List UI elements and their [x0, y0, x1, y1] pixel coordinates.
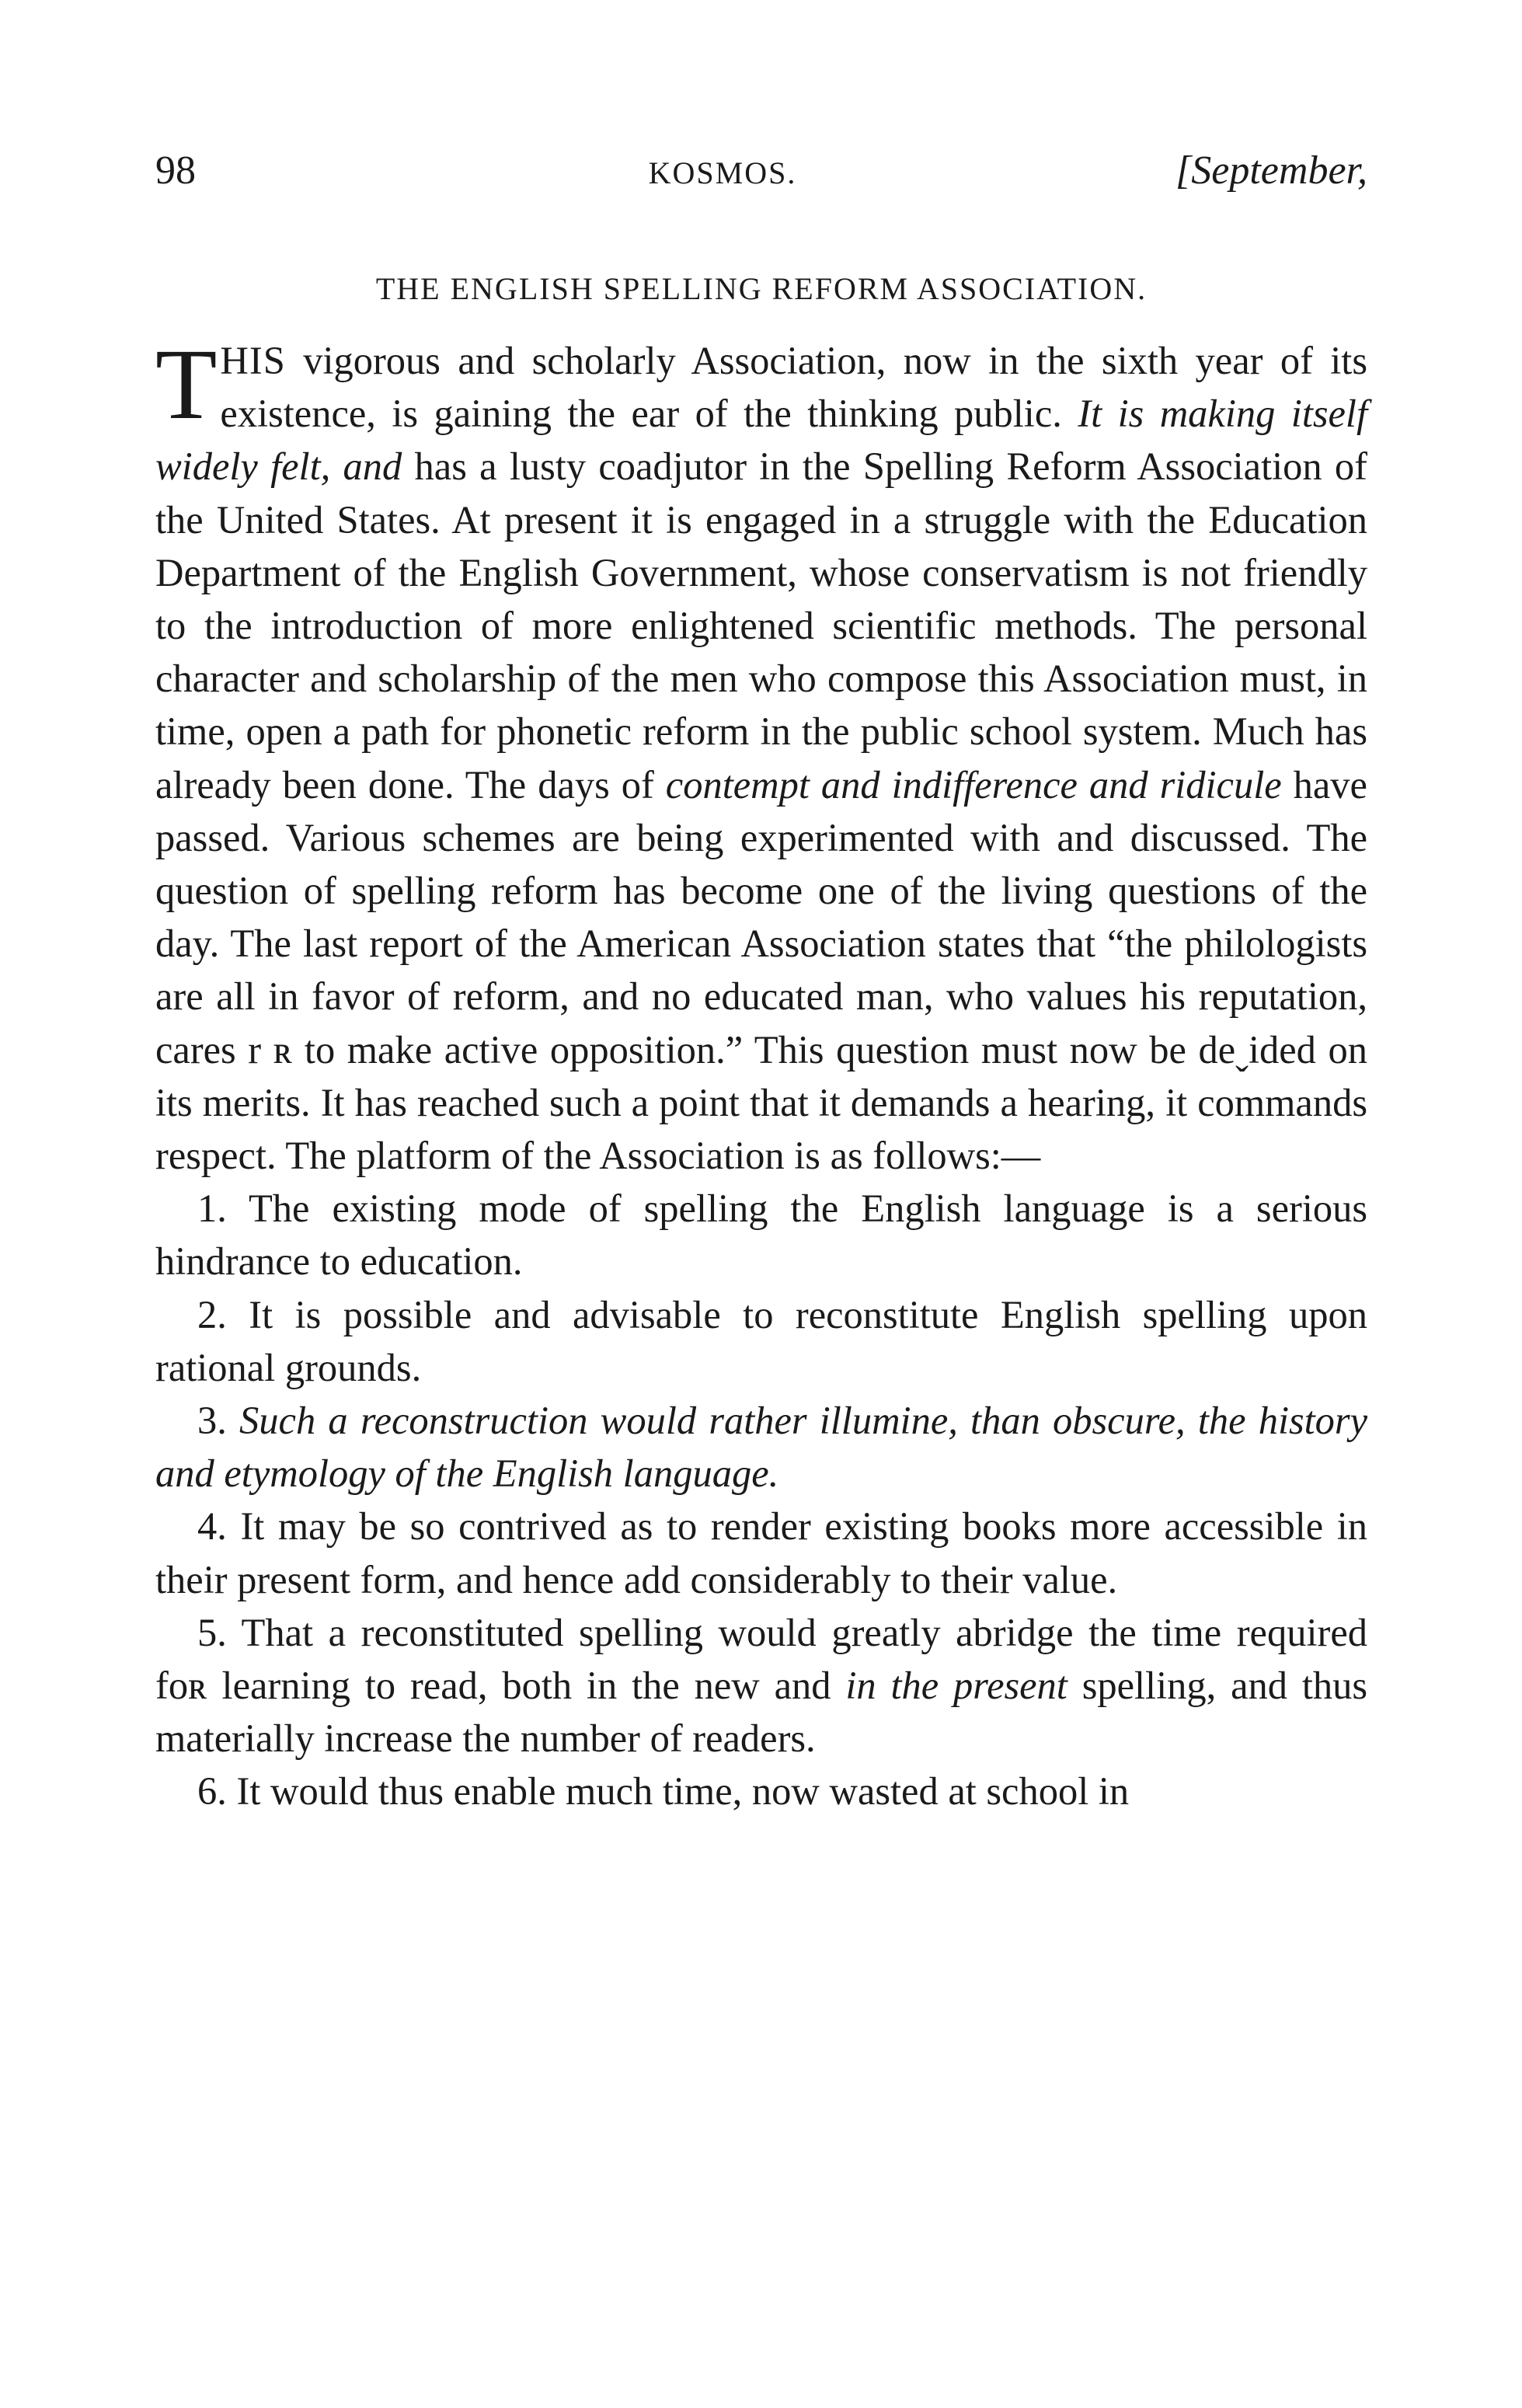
platform-item-3 [155, 1394, 1367, 1500]
item-number: 1. [197, 1187, 227, 1231]
item-number: 6. [197, 1769, 227, 1814]
item-text-b: spelling, and thus materially increase the number of readers. [155, 1664, 1368, 1761]
item-text: It is possible and advisable to reconstitute English spelling upon rational grounds. [155, 1292, 1367, 1389]
page-number: 98 [155, 148, 196, 193]
lead-caps: HIS [220, 339, 286, 382]
article-title: THE ENGLISH SPELLING REFORM ASSOCIATION. [375, 271, 1148, 306]
item-text: It may be so contrived as to render existing books more accessible in their present form, and hence add considerably to their value. [155, 1504, 1367, 1601]
item-text: It would thus enable much time, now wasted at school in [226, 1769, 1130, 1814]
intro-italic-b: contempt and indifference and ridicule [665, 762, 1282, 807]
item-number: 5. [197, 1610, 227, 1654]
intro-text-a: vigorous and scholarly Association, now in the sixth year of its existence, is gaining the ear of the thinking public. [220, 339, 1367, 436]
intro-paragraph [155, 329, 1367, 1182]
platform-item-6 [155, 1765, 1367, 1817]
item-text-italic: in the present [845, 1664, 1067, 1708]
item-text: The existing mode of spelling the English language is a serious hindrance to education. [155, 1187, 1367, 1284]
journal-title: KOSMOS. [648, 155, 797, 190]
intro-italic-a: It is making itself widely felt, and [155, 392, 1367, 489]
platform-item-4 [155, 1500, 1367, 1605]
platform-item-1 [155, 1182, 1367, 1288]
item-number: 3. [197, 1399, 227, 1443]
drop-cap: T [155, 329, 218, 441]
platform-item-2 [155, 1288, 1367, 1394]
page [155, 148, 1367, 1818]
intro-text-c: have passed. Various schemes are being experimented with and discussed. The question of spelling reform has become one of the living questions of the day. The last report of the American Association states that “the philologists are all in favor of reform, and no educated man, who values his reputation, cares r ʀ to make active opposition.” This question must now be deˬided on its merits. It has reached such a point that it demands a hearing, it commands respect. The platform of the Association is as follows:— [155, 762, 1367, 1178]
item-number: 4. [197, 1504, 227, 1549]
issue-month: [September, [1175, 148, 1367, 193]
item-number: 2. [197, 1292, 227, 1336]
item-text-a: That a reconstituted spelling would greatly abridge the time required foʀ learning to read, both in the new and [155, 1610, 1367, 1708]
running-head [155, 148, 1367, 210]
item-text: Such a reconstruction would rather illumine, than obscure, the history and etymology of the English language. [155, 1399, 1367, 1496]
intro-text-b: has a lusty coadjutor in the Spelling Reform Association of the United States. At present it is engaged in a struggle with the Education Department of the English Government, whose conservatism is not friendly to the introduction of more enlightened scientific methods. The personal character and scholarship of the men who compose this Association must, in time, open a path for phonetic reform in the public school system. Much has already been done. The days of [155, 444, 1367, 807]
platform-item-5 [155, 1606, 1367, 1765]
